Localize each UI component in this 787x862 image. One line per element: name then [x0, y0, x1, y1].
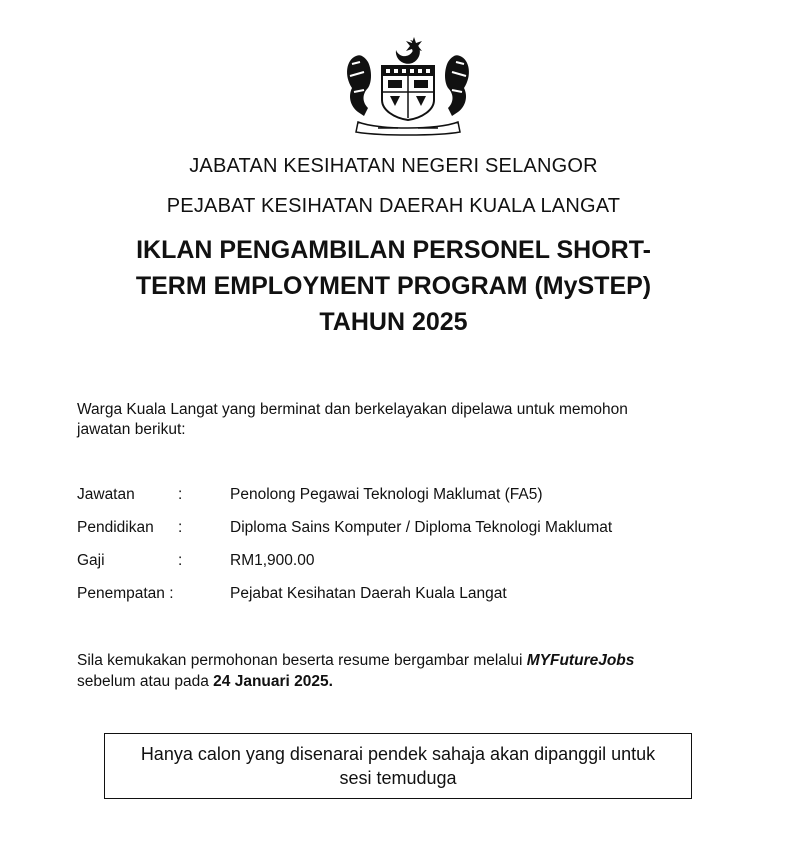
intro-line-2: jawatan berikut: — [77, 421, 186, 438]
detail-value: Penolong Pegawai Teknologi Maklumat (FA5) — [230, 486, 543, 503]
detail-label: Jawatan — [77, 486, 135, 503]
detail-colon: : — [178, 552, 183, 569]
notice-line-1: Hanya calon yang disenarai pendek sahaja akan dipanggil untuk — [140, 744, 656, 764]
platform-name: MYFutureJobs — [526, 652, 635, 669]
apply-text: Sila kemukakan permohonan beserta resume bergambar melalui — [77, 652, 527, 669]
detail-value: Diploma Sains Komputer / Diploma Teknologi Maklumat — [230, 519, 613, 536]
coat-of-arms-icon — [338, 36, 478, 136]
detail-row-placement — [77, 585, 737, 607]
detail-label: Gaji — [77, 552, 105, 569]
shortlist-notice-box — [104, 733, 692, 799]
apply-text-2: sebelum atau pada — [77, 673, 214, 690]
department-name: JABATAN KESIHATAN NEGERI SELANGOR — [189, 155, 598, 177]
title-line-1: IKLAN PENGAMBILAN PERSONEL SHORT- — [136, 236, 651, 264]
title-line-2: TERM EMPLOYMENT PROGRAM (MySTEP) — [135, 272, 652, 300]
intro-paragraph — [77, 400, 717, 440]
advertisement-title — [60, 232, 727, 340]
title-line-3: TAHUN 2025 — [319, 308, 468, 336]
application-instructions — [77, 650, 737, 692]
notice-line-2: sesi temuduga — [339, 768, 457, 788]
intro-line-1: Warga Kuala Langat yang berminat dan berkelayakan dipelawa untuk memohon — [77, 401, 628, 418]
detail-value: RM1,900.00 — [230, 552, 315, 569]
detail-label: Penempatan : — [77, 585, 174, 602]
deadline-date: 24 Januari 2025. — [213, 673, 333, 690]
detail-label: Pendidikan — [77, 519, 154, 536]
detail-colon: : — [178, 519, 183, 536]
office-name: PEJABAT KESIHATAN DAERAH KUALA LANGAT — [166, 195, 621, 217]
detail-colon: : — [178, 486, 183, 503]
detail-value: Pejabat Kesihatan Daerah Kuala Langat — [230, 585, 507, 602]
detail-row-position — [77, 486, 737, 508]
detail-row-salary — [77, 552, 737, 574]
detail-row-education — [77, 519, 737, 541]
